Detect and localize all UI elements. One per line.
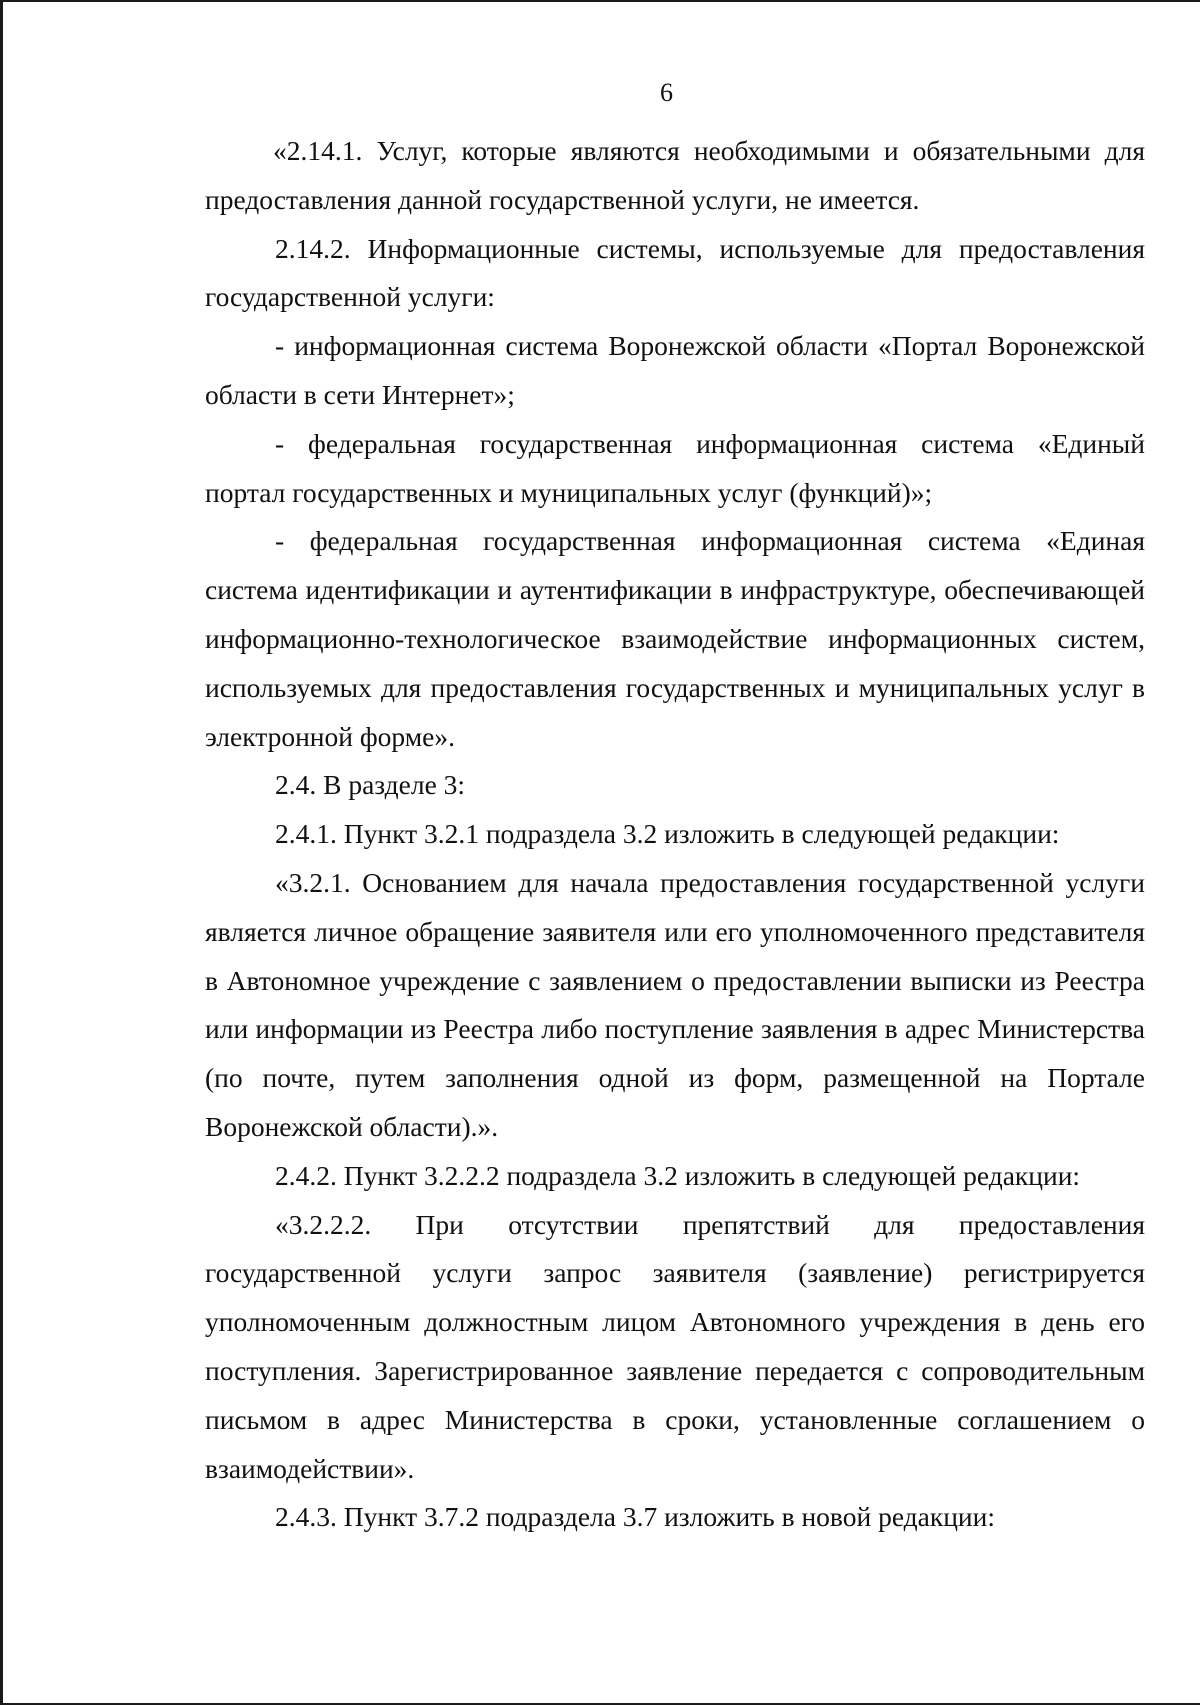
paragraph-3-2-1: «3.2.1. Основанием для начала предоставления государственной услуги является личное обращение заявителя или его уполномоченного представителя в Автономное учреждение с заявлением о предоставлении выписки из Реестра или информации из Реестра либо поступление заявления в адрес Министерства (по почте, путем заполнения одной из форм, размещенной на Портале Воронежской области).». <box>205 866 1145 1142</box>
list-item-esia: - федеральная государственная информационная система «Единая система идентификации и аутентификации в инфраструктуре, обеспечивающей информационно-технологическое взаимодействие информационных систем, используемых для предоставления государственных и муниципальных услуг в электронной форме». <box>205 525 1145 752</box>
document-body <box>205 127 1145 1542</box>
paragraph-2-14-1: «2.14.1. Услуг, которые являются необходимыми и обязательными для предоставления данной государственной услуги, не имеется. <box>205 135 1145 215</box>
paragraph-2-4-3: 2.4.3. Пункт 3.7.2 подраздела 3.7 изложить в новой редакции: <box>275 1501 996 1533</box>
scan-edge-top <box>0 0 1200 2</box>
scan-edge-left <box>0 0 3 1705</box>
paragraph-2-4-2: 2.4.2. Пункт 3.2.2.2 подраздела 3.2 изложить в следующей редакции: <box>275 1159 1081 1191</box>
list-item-unified-portal: - федеральная государственная информационная система «Единый портал государственных и муниципальных услуг (функций)»; <box>205 427 1145 508</box>
paragraph-2-14-2: 2.14.2. Информационные системы, используемые для предоставления государственной услуги: <box>205 232 1145 313</box>
paragraph-3-2-2-2: «3.2.2.2. При отсутствии препятствий для предоставления государственной услуги запрос заявителя (заявление) регистрируется уполномоченным должностным лицом Автономного учреждения в день его поступления. Зарегистрированное заявление передается с сопроводительным письмом в адрес Министерства в сроки, установленные соглашением о взаимодействии». <box>205 1208 1145 1484</box>
page-number: 6 <box>660 78 673 107</box>
list-item-portal-voronezh: - информационная система Воронежской области «Портал Воронежской области в сети Интернет»; <box>205 330 1145 410</box>
paragraph-2-4: 2.4. В разделе 3: <box>275 769 466 801</box>
paragraph-2-4-1: 2.4.1. Пункт 3.2.1 подраздела 3.2 изложить в следующей редакции: <box>275 818 1060 850</box>
